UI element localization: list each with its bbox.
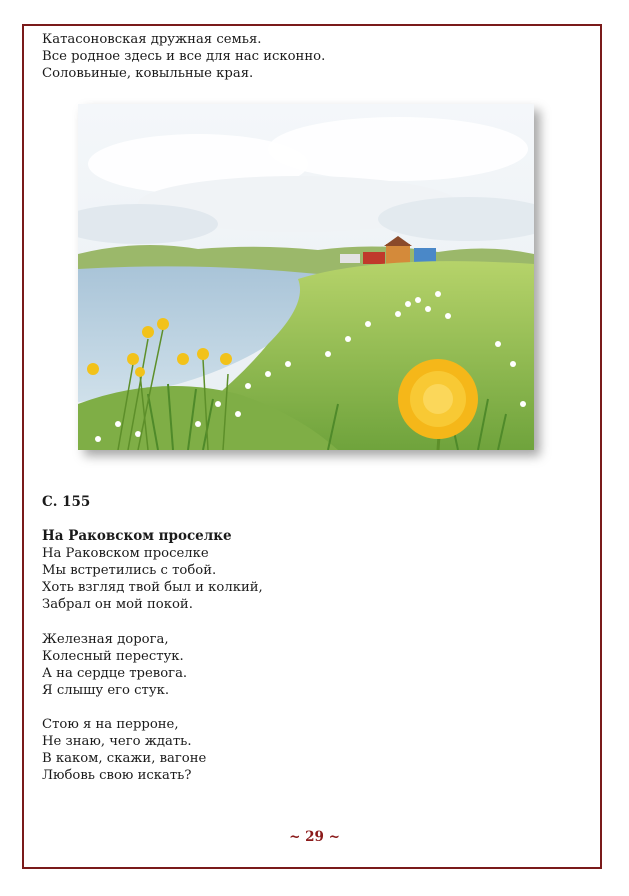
verse-line: Все родное здесь и все для нас исконно. (42, 49, 326, 64)
poem-line: Любовь свою искать? (42, 768, 192, 783)
poem-stanza (42, 716, 206, 784)
section-reference: С. 155 (42, 494, 91, 510)
poem-line: Мы встретились с тобой. (42, 563, 217, 578)
poem-line: В каком, скажи, вагоне (42, 751, 207, 766)
verse-line: Соловьиные, ковыльные края. (42, 66, 254, 81)
poem-line: На Раковском проселке (42, 546, 209, 561)
poem-line: Стою я на перроне, (42, 717, 179, 732)
poem-line: Колесный перестук. (42, 649, 184, 664)
poem-line: Я слышу его стук. (42, 683, 170, 698)
poem-line: Железная дорога, (42, 632, 169, 647)
verse-line: Катасоновская дружная семья. (42, 32, 262, 47)
poem-stanza (42, 545, 263, 613)
top-verse (42, 31, 325, 82)
summer-landscape-image (78, 104, 534, 450)
poem-title: На Раковском проселке (42, 528, 232, 544)
poem-stanza (42, 631, 187, 699)
poem-line: Не знаю, чего ждать. (42, 734, 192, 749)
page-number: ~ 29 ~ (289, 829, 340, 845)
poem-line: А на сердце тревога. (42, 666, 188, 681)
poem-line: Забрал он мой покой. (42, 597, 193, 612)
poem-line: Хоть взгляд твой был и колкий, (42, 580, 263, 595)
